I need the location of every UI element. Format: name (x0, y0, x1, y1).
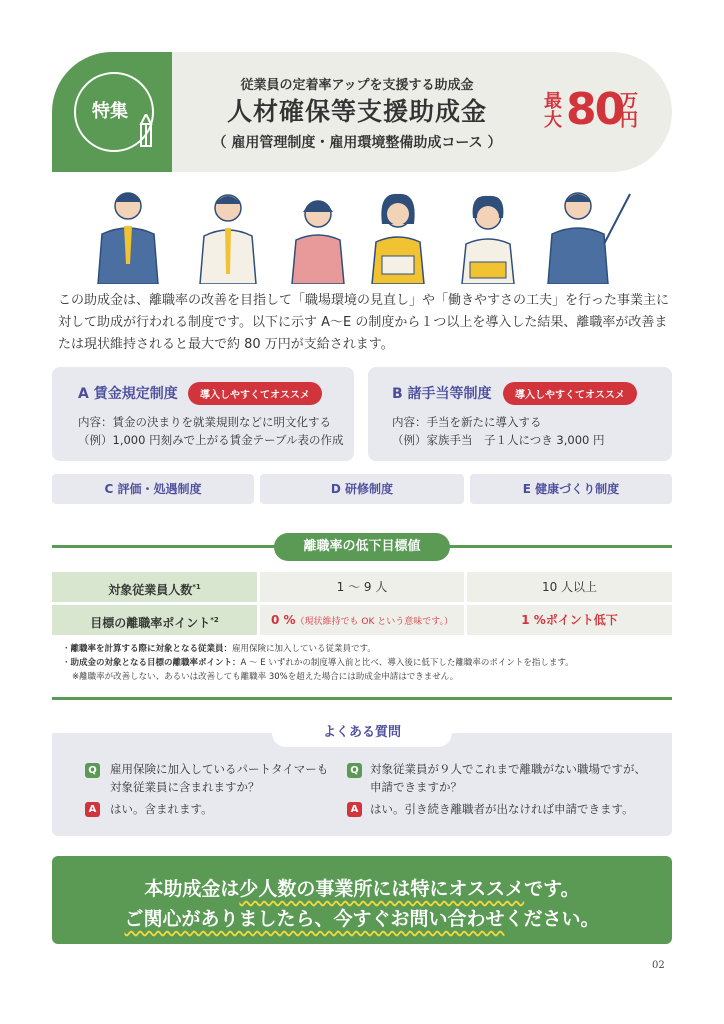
person-5 (462, 196, 514, 284)
max-unit: 万円 (620, 91, 638, 131)
system-b-desc-1: 内容：手当を新たに導入する (392, 415, 542, 429)
footnote-1: ・離職率を計算する際に対象となる従業員：雇用保険に加入している従業員です。 (62, 644, 376, 654)
cta-line-2: ご関心がありましたら、今すぐお問い合わせください。 (124, 908, 600, 930)
person-1 (98, 193, 158, 284)
answer-icon: A (85, 802, 100, 817)
person-6 (548, 193, 630, 284)
target-heading: 離職率の低下目標値 (274, 533, 450, 561)
person-3 (292, 201, 344, 284)
footnote-3: ※離職率が改善しない、あるいは改善しても離職率 30%を超えた場合には助成金申請はできません。 (72, 672, 459, 682)
person-4 (372, 194, 424, 284)
section-divider (52, 697, 672, 700)
page-number: 02 (652, 960, 665, 971)
target-row2-label: 目標の離職率ポイント$^{*2}$ (52, 605, 257, 635)
footnote-2: ・助成金の対象となる目標の離職率ポイント：A 〜 E いずれかの制度導入前と比べ、導入後に低下した離職率のポイントを指します。 (62, 658, 574, 668)
header-subtitle: 従業員の定着率アップを支援する助成金 (240, 78, 474, 93)
faq-a2: はい。引き続き離職者が出なければ申請できます。 (370, 802, 634, 816)
faq-q1: 雇用保険に加入しているパートタイマーも 対象従業員に含まれますか？ (110, 762, 329, 794)
cta-line-1: 本助成金は少人数の事業所には特にオススメです。 (144, 878, 580, 900)
target-row1-large: 10 人以上 (467, 572, 672, 602)
course-name: （ 雇用管理制度・雇用環境整備助成コース ） (212, 135, 502, 151)
target-row1-small: 1 〜 9 人 (260, 572, 464, 602)
target-row1-label: 対象従業員人数$^{*1}$ (52, 572, 257, 602)
footnotes (62, 642, 672, 684)
faq-q2: 対象従業員が９人でこれまで離職がない職場ですが、 申請できますか？ (370, 762, 646, 794)
faq-a1: はい。含まれます。 (110, 802, 213, 816)
system-b-recommend-tag: 導入しやすくてオススメ (503, 382, 637, 405)
system-b-desc-2: （例）家族手当 子１人につき 3,000 円 (392, 433, 605, 447)
question-icon: Q (85, 763, 100, 778)
system-b-title: B 諸手当等制度 (392, 386, 492, 402)
intro-paragraph: この助成金は、離職率の改善を目指して「職場環境の見直し」や「働きやすさの工夫」を行った事業主に対して助成が行われる制度です。以下に示す A〜E の制度から１つ以上を導入した結果、離職率が改善または現状維持されると最大で約 80 万円が支給されます。 (58, 293, 670, 352)
page-title: 人材確保等支援助成金 (226, 97, 487, 126)
system-a-title: A 賃金規定制度 (78, 386, 178, 402)
max-amount: 80 (566, 84, 624, 135)
person-2 (200, 195, 256, 284)
feature-badge-label: 特集 (92, 101, 128, 122)
pencil-icon (138, 114, 154, 148)
answer-icon: A (347, 802, 362, 817)
system-c: C 評価・処遇制度 (52, 474, 254, 504)
system-e: E 健康づくり制度 (470, 474, 672, 504)
system-a-desc-2: （例）1,000 円刻みで上がる賃金テーブル表の作成 (78, 433, 344, 447)
system-a-desc-1: 内容：賃金の決まりを就業規則などに明文化する (78, 415, 331, 429)
question-icon: Q (347, 763, 362, 778)
people-illustration (88, 184, 648, 284)
system-d: D 研修制度 (260, 474, 464, 504)
max-label: 最大 (544, 91, 562, 131)
target-row2-small: 0 %（現状維持でも OK という意味です。） (260, 605, 464, 635)
faq-heading: よくある質問 (272, 719, 452, 747)
system-a-recommend-tag: 導入しやすくてオススメ (188, 382, 322, 405)
target-row2-large: 1 %ポイント低下 (467, 605, 672, 635)
